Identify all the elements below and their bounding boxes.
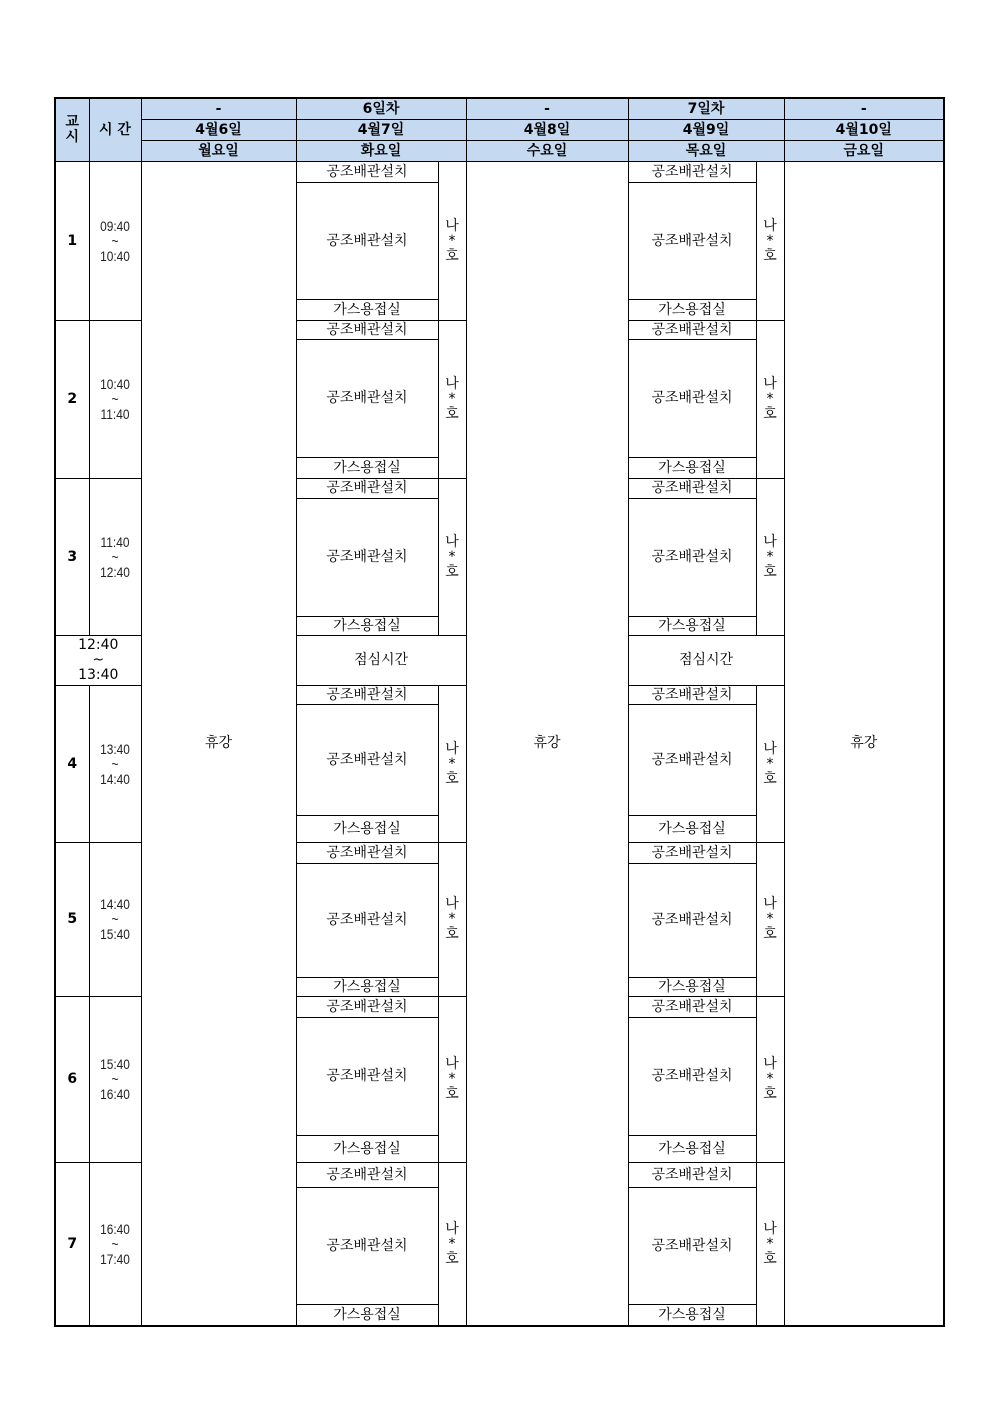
weekday-wed: 수요일: [466, 141, 628, 162]
class-room-thu-p6: 가스용접실: [628, 1136, 756, 1163]
schedule-table: [54, 97, 945, 1327]
class-subject-tue-p7: 공조배관설치: [296, 1163, 438, 1188]
instructor-thu-p4: 나 * 호: [756, 686, 784, 843]
day-no-tue: 6일차: [296, 98, 466, 120]
rest-fri: 휴강: [784, 162, 944, 1327]
period-num-2: 2: [55, 321, 89, 479]
instructor-thu-p5: 나 * 호: [756, 843, 784, 997]
instructor-tue-p3: 나 * 호: [438, 479, 466, 636]
class-room-tue-p2: 가스용접실: [296, 458, 438, 479]
period-num-6: 6: [55, 997, 89, 1163]
period-time-2: 10:40 ~ 11:40: [93, 321, 137, 479]
instructor-tue-p1: 나 * 호: [438, 162, 466, 321]
class-room-tue-p7: 가스용접실: [296, 1305, 438, 1327]
class-main-tue-p6: 공조배관설치: [296, 1018, 438, 1136]
lunch-time: 12:40 ~ 13:40: [55, 636, 141, 686]
instructor-tue-p7: 나 * 호: [438, 1163, 466, 1327]
class-room-thu-p2: 가스용접실: [628, 458, 756, 479]
weekday-fri: 금요일: [784, 141, 944, 162]
class-main-tue-p7: 공조배관설치: [296, 1188, 438, 1305]
period-time-1: 09:40 ~ 10:40: [93, 162, 137, 321]
weekday-tue: 화요일: [296, 141, 466, 162]
class-subject-thu-p2: 공조배관설치: [628, 321, 756, 340]
class-subject-tue-p5: 공조배관설치: [296, 843, 438, 864]
rest-wed: 휴강: [466, 162, 628, 1327]
rest-mon: 휴강: [141, 162, 296, 1327]
class-main-thu-p6: 공조배관설치: [628, 1018, 756, 1136]
period-time-4: 13:40 ~ 14:40: [93, 686, 137, 843]
class-subject-tue-p6: 공조배관설치: [296, 997, 438, 1018]
period-time-3: 11:40 ~ 12:40: [93, 479, 137, 636]
instructor-thu-p1: 나 * 호: [756, 162, 784, 321]
class-room-thu-p3: 가스용접실: [628, 617, 756, 636]
lunch-tue: 점심시간: [296, 636, 466, 686]
instructor-tue-p2: 나 * 호: [438, 321, 466, 479]
class-subject-tue-p1: 공조배관설치: [296, 162, 438, 183]
class-main-thu-p5: 공조배관설치: [628, 864, 756, 978]
class-main-tue-p1: 공조배관설치: [296, 183, 438, 300]
class-subject-thu-p1: 공조배관설치: [628, 162, 756, 183]
class-subject-tue-p3: 공조배관설치: [296, 479, 438, 499]
class-main-tue-p5: 공조배관설치: [296, 864, 438, 978]
date-tue: 4월7일: [296, 120, 466, 141]
period-num-4: 4: [55, 686, 89, 843]
class-subject-thu-p6: 공조배관설치: [628, 997, 756, 1018]
period-time-7: 16:40 ~ 17:40: [93, 1163, 137, 1327]
instructor-tue-p5: 나 * 호: [438, 843, 466, 997]
class-main-thu-p3: 공조배관설치: [628, 499, 756, 617]
class-main-tue-p3: 공조배관설치: [296, 499, 438, 617]
instructor-tue-p6: 나 * 호: [438, 997, 466, 1163]
date-mon: 4월6일: [141, 120, 296, 141]
class-room-thu-p5: 가스용접실: [628, 978, 756, 997]
class-subject-thu-p7: 공조배관설치: [628, 1163, 756, 1188]
class-room-tue-p6: 가스용접실: [296, 1136, 438, 1163]
header-period: 교 시: [55, 98, 89, 162]
class-room-thu-p4: 가스용접실: [628, 816, 756, 843]
instructor-thu-p3: 나 * 호: [756, 479, 784, 636]
class-main-thu-p2: 공조배관설치: [628, 340, 756, 458]
class-main-thu-p7: 공조배관설치: [628, 1188, 756, 1305]
class-room-thu-p1: 가스용접실: [628, 300, 756, 321]
class-room-tue-p3: 가스용접실: [296, 617, 438, 636]
date-thu: 4월9일: [628, 120, 784, 141]
weekday-thu: 목요일: [628, 141, 784, 162]
period-num-3: 3: [55, 479, 89, 636]
class-room-thu-p7: 가스용접실: [628, 1305, 756, 1327]
header-time: 시 간: [89, 98, 141, 162]
class-main-tue-p2: 공조배관설치: [296, 340, 438, 458]
weekday-mon: 월요일: [141, 141, 296, 162]
period-time-6: 15:40 ~ 16:40: [93, 997, 137, 1163]
period-num-5: 5: [55, 843, 89, 997]
class-subject-thu-p3: 공조배관설치: [628, 479, 756, 499]
class-room-tue-p1: 가스용접실: [296, 300, 438, 321]
class-main-thu-p4: 공조배관설치: [628, 705, 756, 816]
lunch-thu: 점심시간: [628, 636, 784, 686]
date-wed: 4월8일: [466, 120, 628, 141]
instructor-thu-p2: 나 * 호: [756, 321, 784, 479]
day-no-fri: -: [784, 98, 944, 120]
class-main-thu-p1: 공조배관설치: [628, 183, 756, 300]
period-num-1: 1: [55, 162, 89, 321]
class-room-tue-p4: 가스용접실: [296, 816, 438, 843]
class-subject-tue-p4: 공조배관설치: [296, 686, 438, 705]
instructor-thu-p6: 나 * 호: [756, 997, 784, 1163]
class-subject-thu-p4: 공조배관설치: [628, 686, 756, 705]
class-subject-thu-p5: 공조배관설치: [628, 843, 756, 864]
day-no-mon: -: [141, 98, 296, 120]
date-fri: 4월10일: [784, 120, 944, 141]
day-no-thu: 7일차: [628, 98, 784, 120]
class-subject-tue-p2: 공조배관설치: [296, 321, 438, 340]
day-no-wed: -: [466, 98, 628, 120]
class-main-tue-p4: 공조배관설치: [296, 705, 438, 816]
period-num-7: 7: [55, 1163, 89, 1327]
period-time-5: 14:40 ~ 15:40: [93, 843, 137, 997]
class-room-tue-p5: 가스용접실: [296, 978, 438, 997]
instructor-tue-p4: 나 * 호: [438, 686, 466, 843]
instructor-thu-p7: 나 * 호: [756, 1163, 784, 1327]
